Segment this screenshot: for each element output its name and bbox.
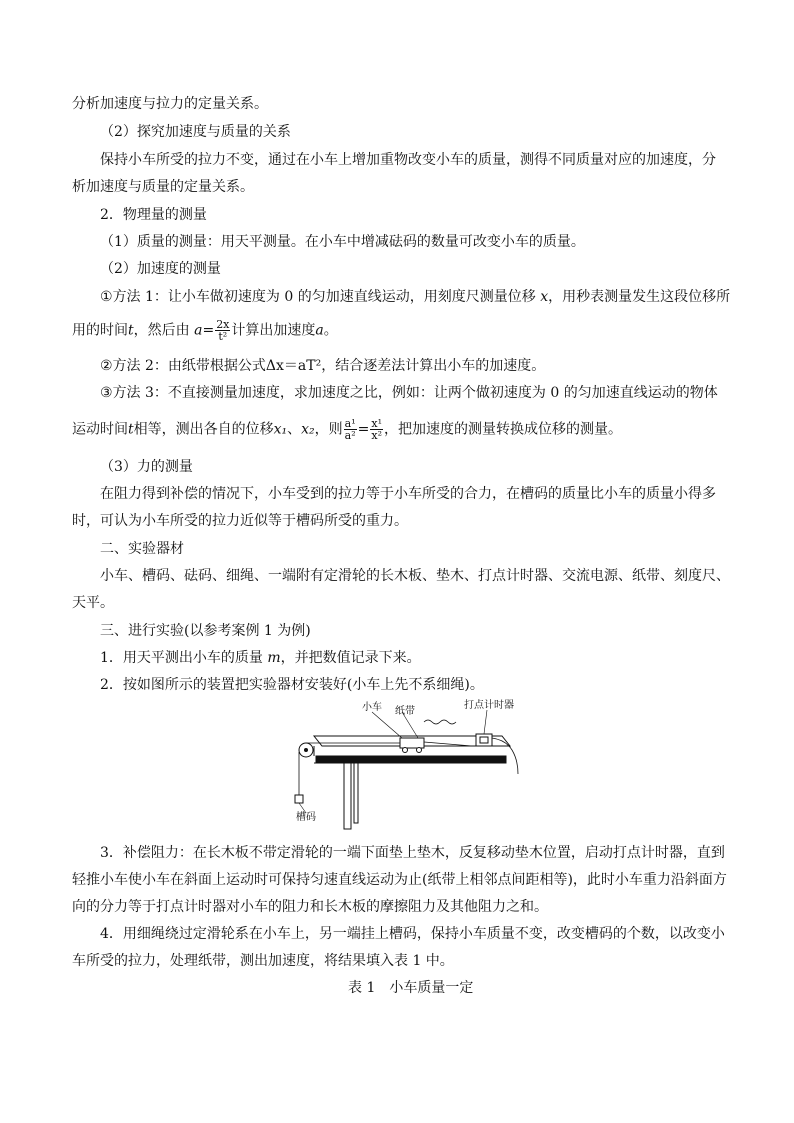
- variable: t: [128, 421, 134, 438]
- subheading: （2）探究加速度与质量的关系: [100, 124, 291, 140]
- variable: x₂: [301, 421, 315, 438]
- text: ，然后由: [133, 322, 190, 339]
- text: 方法 3：不直接测量加速度，求加速度之比，例如：让两个做初速度为 0 的匀加速直线运动的物体: [112, 385, 718, 401]
- apparatus-drawing: [292, 700, 524, 830]
- formula: Δx＝aT²: [265, 358, 322, 374]
- denominator: x²: [371, 429, 382, 442]
- method-2-line: [100, 356, 545, 376]
- text: 方法 2：由纸带根据公式: [112, 358, 266, 374]
- paragraph: （1）质量的测量：用天平测量。在小车中增减砝码的数量可改变小车的质量。: [100, 234, 585, 250]
- numerator: x¹: [371, 417, 382, 430]
- numerator: a¹: [344, 417, 356, 430]
- text: ，并把数值记录下来。: [280, 650, 421, 666]
- subheading: （3）力的测量: [100, 459, 193, 475]
- numerator: 2x: [216, 318, 230, 331]
- text: 方法 1：让小车做初速度为 0 的匀加速直线运动，用刻度尺测量位移: [112, 289, 536, 305]
- variable: t: [128, 322, 134, 339]
- text: 1．用天平测出小车的质量: [100, 650, 263, 666]
- denominator: a²: [344, 429, 356, 442]
- paragraph: 小车、槽码、砝码、细绳、一端附有定滑轮的长木板、垫木、打点计时器、交流电源、纸带、刻度尺、: [100, 568, 730, 584]
- fraction: [370, 418, 383, 441]
- equals: =: [357, 421, 370, 438]
- circled-number: ①: [100, 289, 113, 305]
- text: 。: [323, 322, 338, 339]
- variable: a: [315, 322, 324, 339]
- step-1: [100, 648, 421, 668]
- paragraph: 在阻力得到补偿的情况下，小车受到的拉力等于小车所受的合力，在槽码的质量比小车的质量小得多: [100, 486, 716, 502]
- fraction: [344, 418, 357, 441]
- method-1-line: [100, 287, 730, 307]
- text: 相等，测出各自的位移: [133, 421, 274, 438]
- equals: =: [202, 322, 215, 339]
- method-1-formula-line: [72, 319, 338, 342]
- paragraph: 析加速度与质量的定量关系。: [72, 179, 254, 195]
- table-caption: 表 1 小车质量一定: [348, 980, 474, 996]
- apparatus-figure: [292, 700, 524, 830]
- step-4: 4．用细绳绕过定滑轮系在小车上，另一端挂上槽码，保持小车质量不变，改变槽码的个数，以改变小: [100, 926, 725, 942]
- timer-label: 打点计时器: [464, 700, 514, 711]
- paragraph: 天平。: [72, 595, 114, 611]
- weight-label: 槽码: [296, 812, 316, 823]
- text: 运动时间: [72, 421, 128, 438]
- denominator: t²: [218, 330, 228, 343]
- circled-number: ③: [100, 385, 113, 401]
- paragraph: 保持小车所受的拉力不变，通过在小车上增加重物改变小车的质量，测得不同质量对应的加速度，分: [100, 152, 716, 168]
- fraction: [215, 319, 230, 342]
- text: ，把加速度的测量转换成位移的测量。: [384, 421, 622, 438]
- subheading: （2）加速度的测量: [100, 261, 221, 277]
- step-3: 3．补偿阻力：在长木板不带定滑轮的一端下面垫上垫木，反复移动垫木位置，启动打点计时器，直到: [100, 845, 725, 861]
- text: ，用秒表测量发生这段位移所: [548, 289, 731, 305]
- paragraph: 分析加速度与拉力的定量关系。: [72, 96, 268, 112]
- variable: x₁: [273, 421, 288, 438]
- circled-number: ②: [100, 358, 113, 374]
- step-2: 2．按如图所示的装置把实验器材安装好(小车上先不系细绳)。: [100, 677, 484, 693]
- method-3-line: [100, 383, 718, 403]
- text: ，结合逐差法计算出小车的加速度。: [321, 358, 546, 374]
- paragraph: 时，可认为小车所受的拉力近似等于槽码所受的重力。: [72, 513, 408, 529]
- text: ，则: [314, 421, 343, 438]
- variable: a: [194, 322, 203, 339]
- heading: 二、实验器材: [100, 541, 184, 557]
- tape-label: 纸带: [395, 706, 415, 717]
- text: 用的时间: [72, 322, 128, 339]
- text: 、: [287, 421, 302, 438]
- cart-label: 小车: [362, 702, 382, 713]
- text: 计算出加速度: [231, 322, 316, 339]
- paragraph: 轻推小车使小车在斜面上运动时可保持匀速直线运动为止(纸带上相邻点间距相等)，此时小车重力沿斜面方: [72, 872, 727, 888]
- paragraph: 车所受的拉力，处理纸带，测出加速度，将结果填入表 1 中。: [72, 953, 454, 969]
- variable: x: [540, 289, 549, 305]
- variable: m: [267, 650, 281, 666]
- method-3-formula-line: [72, 418, 622, 441]
- heading: 2．物理量的测量: [100, 207, 207, 223]
- paragraph: 向的分力等于打点计时器对小车的阻力和长木板的摩擦阻力及其他阻力之和。: [72, 899, 548, 915]
- heading: 三、进行实验(以参考案例 1 为例): [100, 623, 311, 639]
